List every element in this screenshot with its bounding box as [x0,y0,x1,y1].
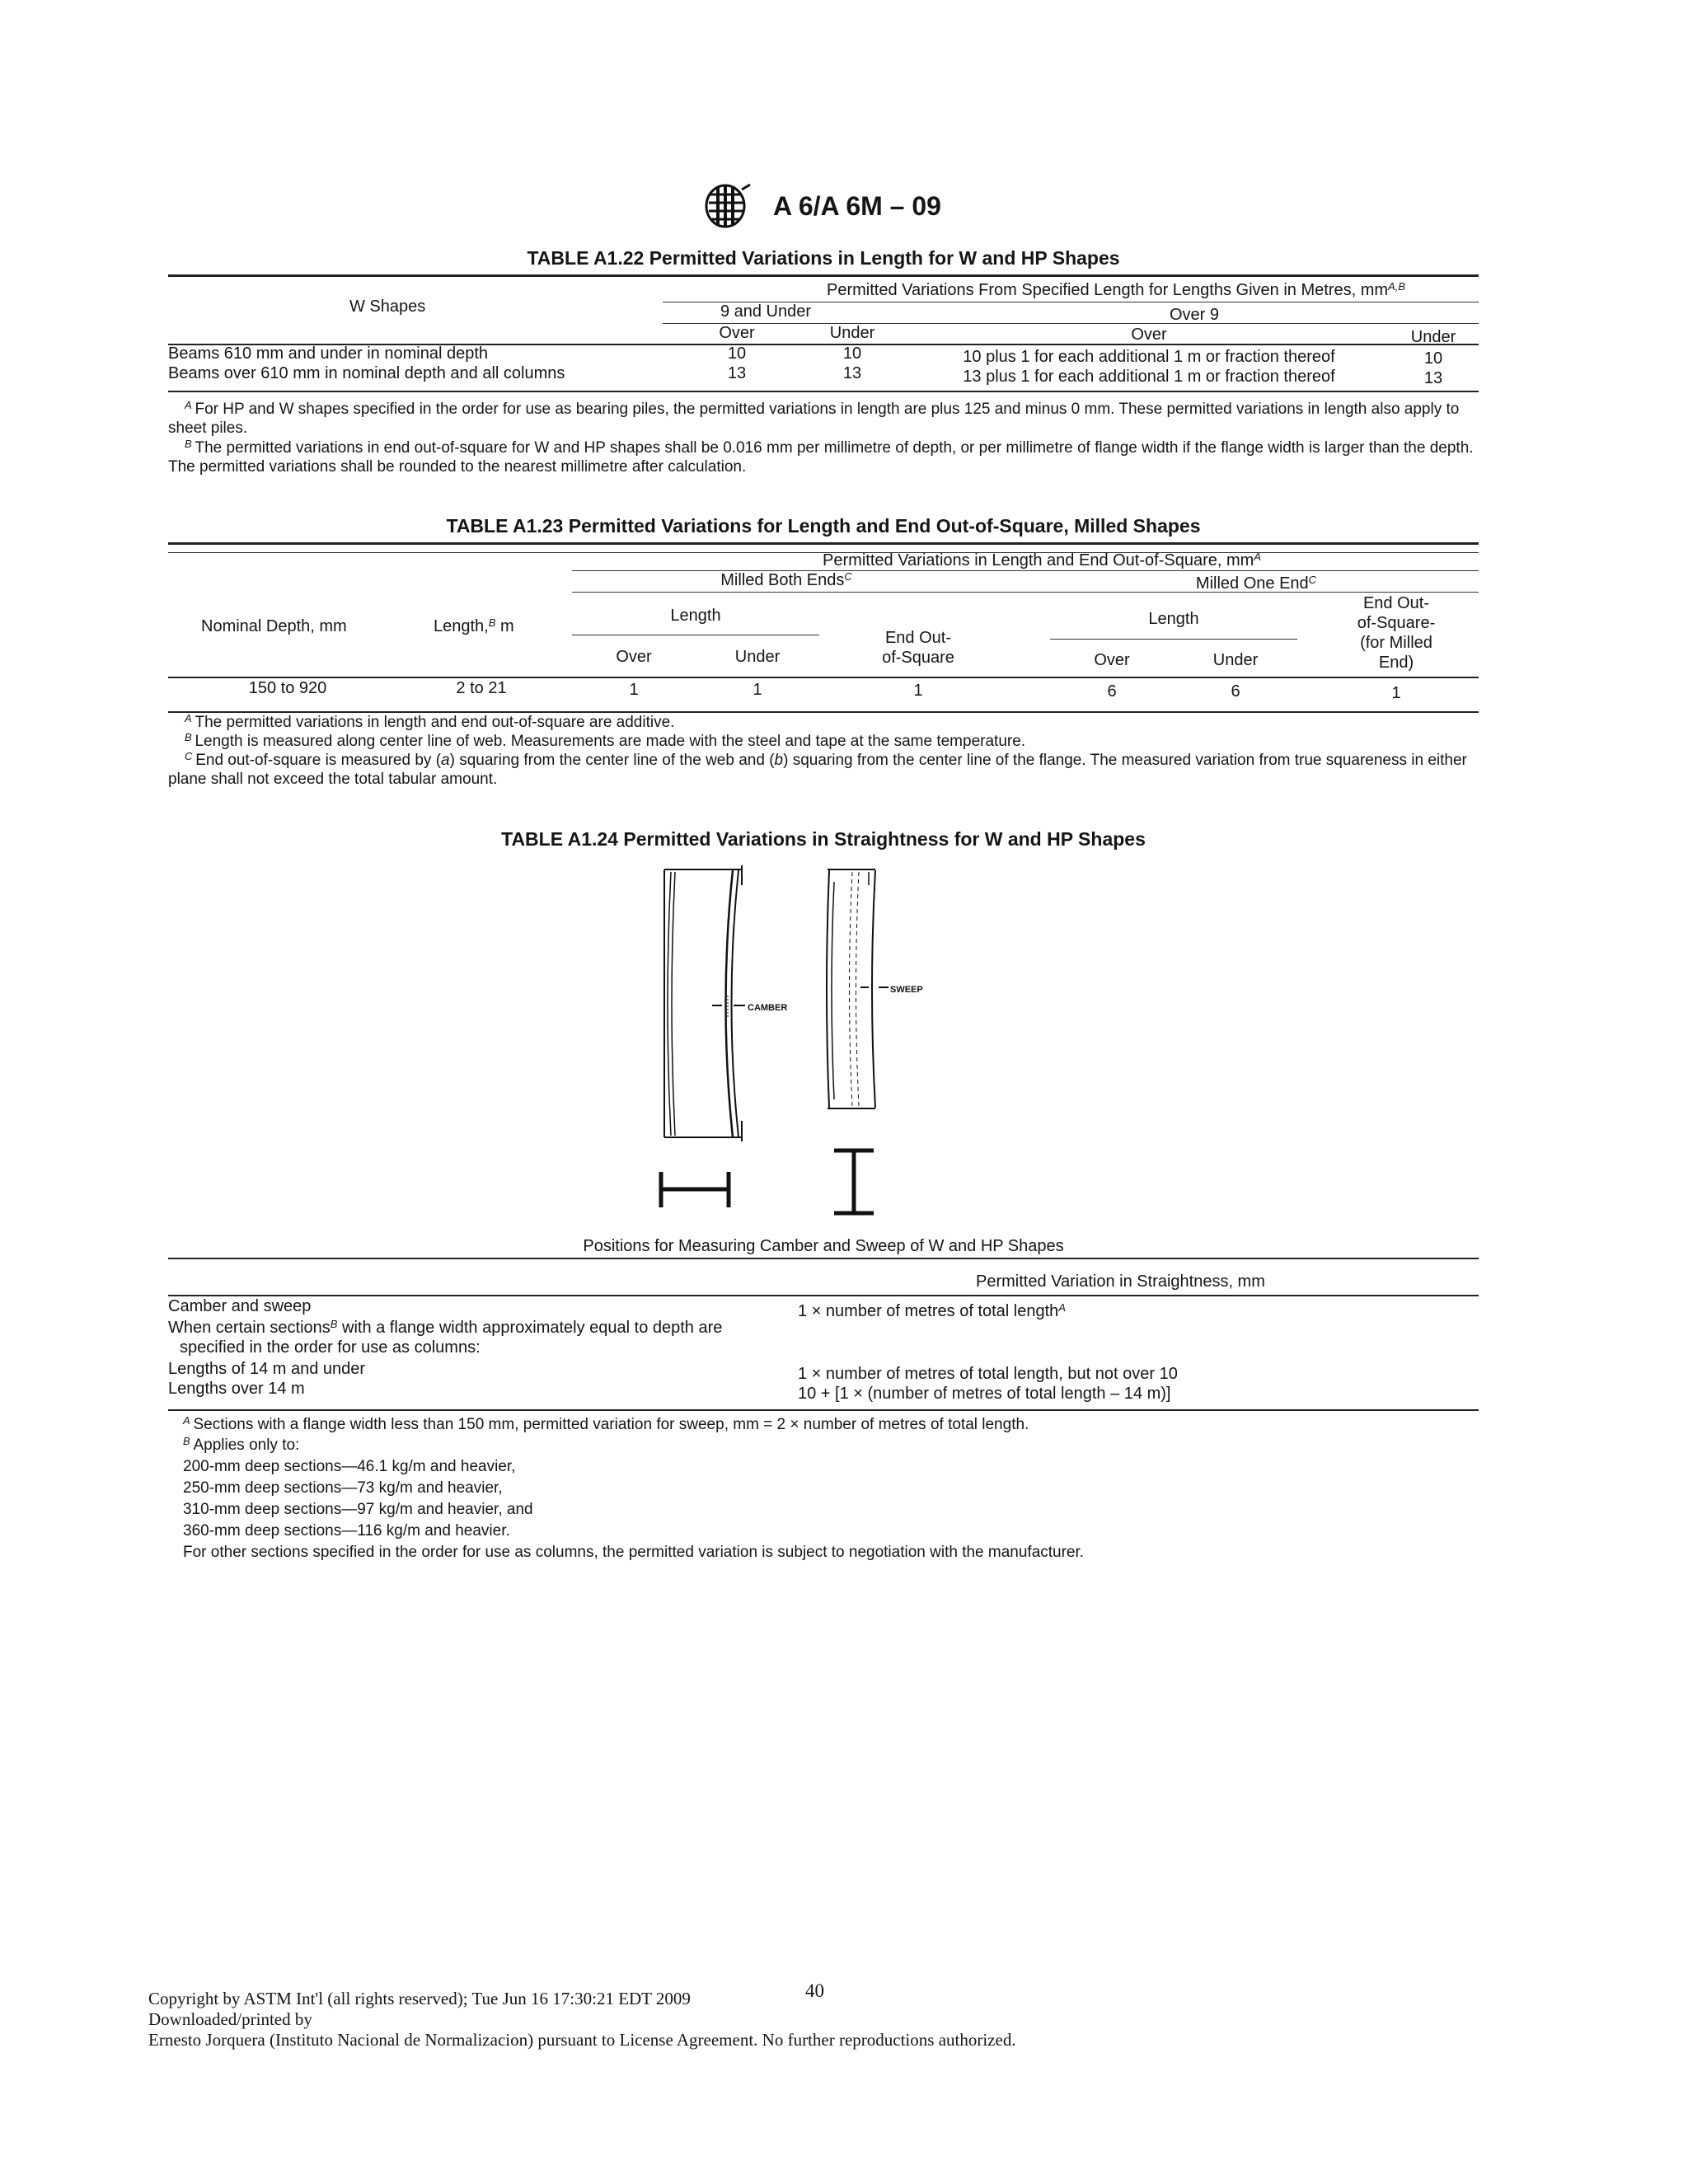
col-line: of-Square [882,649,954,667]
stub-header: W Shapes [349,298,426,316]
row-label [168,1318,828,1338]
list-item: 360-mm deep sections—116 kg/m and heavier. [183,1522,510,1540]
group-9-and-under: 9 and Under [720,302,812,321]
col-text: Length, [434,617,489,635]
spanner-header [605,551,1479,570]
spanner-text: Permitted Variations From Specified Length for Lengths Given in Metres, mm [826,281,1389,299]
table-title: TABLE A1.23 Permitted Variations for Length and End Out-of-Square, Milled Shapes [446,515,1201,537]
table-title: TABLE A1.24 Permitted Variations in Straightness for W and HP Shapes [501,828,1146,850]
row-value [798,1301,1066,1321]
footnote-text: b [774,752,784,769]
group-over-9: Over 9 [1169,306,1220,324]
row-value: 1 × number of metres of total length, but not over 10 [798,1365,1178,1383]
footnote-b [168,732,1479,751]
list-item: 310-mm deep sections—97 kg/m and heavier, and [183,1501,533,1518]
footnote-mark: A [183,1414,190,1427]
label-footnote-mark: B [330,1318,338,1330]
table-row [168,678,1479,702]
cell-under-9: 10 [1423,349,1443,368]
group-text: Milled One End [1195,574,1309,593]
spanner-footnote-mark: A,B [1388,280,1405,293]
footnote-mark: B [185,731,192,743]
camber-beam-icon [664,865,745,1141]
cell-eos-both: 1 [913,682,923,700]
sweep-label: SWEEP [890,985,923,995]
col-length-one: Length [1148,610,1199,628]
label-text: When certain sections [168,1319,331,1337]
footnote-mark: B [185,438,192,450]
copyright-line [148,1980,1220,2009]
cell-over: 10 [727,344,747,363]
table-top-rule [168,274,1479,277]
col-over-one: Over [1094,651,1130,669]
row-label: Camber and sweep [168,1297,312,1315]
group-footnote-mark: C [844,570,852,583]
download-line: Downloaded/printed by [148,2009,312,2029]
table-bottom-rule [168,391,1479,392]
value-text: 1 × number of metres of total length [798,1302,1059,1320]
footnote-mark: C [185,750,193,762]
table-a123 [168,515,1479,799]
row-label-cont: specified in the order for use as columns: [180,1338,481,1357]
col-eos-one [1314,593,1479,673]
document-designation: A 6/A 6M – 09 [773,191,941,221]
col-over: Over [719,324,755,342]
spanner-footnote-mark: A [1254,551,1261,563]
cell-over-one: 6 [1107,682,1117,701]
table-a124 [168,828,1479,1595]
footnote-text: ) squaring from the center line of the flange. The measured variation from true squareness in either plane shall not exceed the total tabular amount. [168,752,1467,788]
copyright-text: Copyright by ASTM Int'l (all rights reserved); Tue Jun 16 17:30:21 EDT 2009 [148,1989,691,2008]
col-permitted-variation: Permitted Variation in Straightness, mm [976,1272,1265,1291]
cell-depth: 150 to 920 [248,679,327,697]
footnote-text: a [441,752,450,769]
table-title: TABLE A1.22 Permitted Variations in Length for W and HP Shapes [527,247,1120,269]
cell-over: 13 [727,364,747,382]
group-footnote-mark: C [1308,574,1317,586]
cell-under: 13 [842,364,862,382]
h-section-icon [661,1172,729,1207]
footnote-text: For HP and W shapes specified in the order for use as bearing piles, the permitted variations in length are plus 125 and minus 0 mm. These permitted variations in length also apply to sheet piles. [168,401,1460,437]
col-under-9: Under [1410,328,1456,346]
row-label: Lengths of 14 m and under [168,1360,366,1378]
caption-rule [168,1258,1479,1259]
col-under-both: Under [734,648,781,666]
table-row [168,363,1479,387]
table-a122 [168,247,1479,486]
footnote-a [168,400,1479,438]
col-line: (for Milled [1360,634,1432,652]
footnote-list [183,1456,1477,1563]
col-line: End Out- [1362,594,1430,612]
footnote-text: Length is measured along center line of web. Measurements are made with the steel and tape at the same temperature. [195,733,1026,750]
camber-label: CAMBER [748,1003,788,1013]
footnote-text: The permitted variations in end out-of-square for W and HP shapes shall be 0.016 mm per millimetre of depth, or per millimetre of flange width if the flange width is larger than the depth. The permitted variations shall be rounded to the nearest millimetre after calculation. [168,439,1474,476]
length-rule [1050,639,1297,640]
sweep-beam-icon [827,869,889,1108]
cell-under-9: 13 [1423,369,1443,387]
col-over-both: Over [616,648,652,666]
col-over-9: Over [1131,326,1167,344]
page-number: 40 [805,1980,824,2001]
row-label: Beams 610 mm and under in nominal depth [168,344,489,363]
list-item: For other sections specified in the order for use as columns, the permitted variation is subject to negotiation with the manufacturer. [183,1544,1085,1561]
table-bottom-rule [168,1409,1479,1411]
footnote-text: Applies only to: [193,1436,300,1454]
group-milled-both-ends [572,570,1001,590]
col-length-both: Length [670,607,721,625]
cell-over-9: 10 plus 1 for each additional 1 m or fraction thereof [963,348,1335,366]
col-line: of-Square- [1357,614,1436,632]
cell-under-both: 1 [753,681,762,699]
footnote-a [183,1415,1477,1434]
header-bottom-rule [168,1295,1479,1296]
col-eos-both [836,628,1001,668]
document-header [701,183,1047,232]
footnote-mark: A [185,399,192,411]
footnote-text: End out-of-square is measured by ( [195,752,442,769]
value-footnote-mark: A [1058,1301,1066,1314]
row-value: 10 + [1 × (number of metres of total length – 14 m)] [798,1385,1171,1403]
list-item: 200-mm deep sections—46.1 kg/m and heavier, [183,1458,516,1475]
col-unit: m [495,617,514,635]
footnote-text: ) squaring from the center line of the web and ( [449,752,775,769]
row-label: Lengths over 14 m [168,1380,305,1398]
col-nominal-depth: Nominal Depth, mm [201,617,347,635]
col-under: Under [829,324,875,342]
astm-logo-icon [701,183,753,231]
footnote-text: Sections with a flange width less than 150 mm, permitted variation for sweep, mm = 2 × number of metres of total length. [193,1416,1029,1433]
footnote-text: The permitted variations in length and end out-of-square are additive. [195,714,675,731]
col-line: End) [1378,654,1414,672]
spanner-header [753,280,1479,300]
footnote-mark: B [183,1435,190,1447]
list-item: 250-mm deep sections—73 kg/m and heavier, [183,1479,503,1497]
group-rule [572,592,1479,593]
col-line: End Out- [884,629,952,647]
footnote-b [183,1436,1477,1455]
cell-length: 2 to 21 [456,679,507,697]
cell-eos-one: 1 [1391,684,1401,702]
row-label: Beams over 610 mm in nominal depth and all columns [168,364,565,382]
diagram-caption: Positions for Measuring Camber and Sweep of W and HP Shapes [583,1237,1064,1255]
camber-sweep-diagram [613,865,1042,1232]
label-text: with a flange width approximately equal to depth are [337,1319,723,1337]
cell-over-9: 13 plus 1 for each additional 1 m or fraction thereof [963,368,1335,386]
col-length [434,616,514,636]
page-footer [148,1980,1220,2050]
col-under-one: Under [1212,651,1259,669]
cell-under-one: 6 [1231,682,1240,701]
cell-over-both: 1 [629,681,639,699]
col-footnote-mark: B [488,616,496,629]
group-text: Milled Both Ends [720,571,845,589]
license-line: Ernesto Jorquera (Instituto Nacional de Normalizacion) pursuant to License Agreement. No further reproductions authorized. [148,2030,1016,2050]
table-row [168,1318,828,1357]
table-row [168,344,1479,368]
spanner-text: Permitted Variations in Length and End Out-of-Square, mm [823,551,1254,569]
table-top-rule [168,542,1479,545]
footnote-mark: A [185,712,192,724]
footnote-b [168,438,1479,476]
i-section-icon [834,1151,874,1213]
footnote-a [168,713,1479,732]
cell-under: 10 [842,344,862,363]
group-milled-one-end [1034,574,1479,593]
footnote-c [168,751,1479,789]
